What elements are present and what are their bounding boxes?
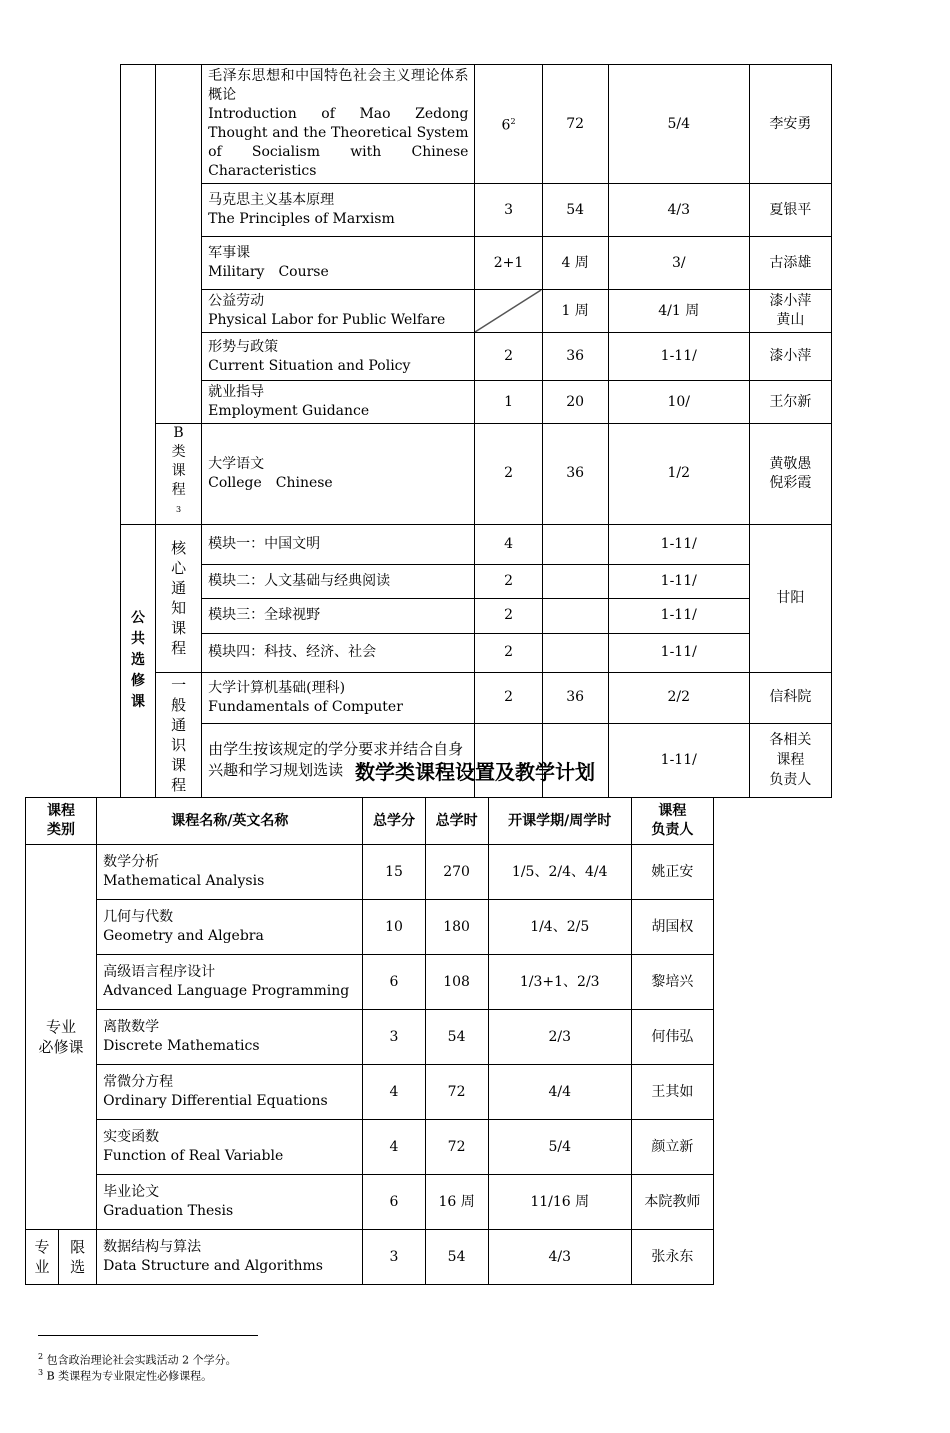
semester-cell: 1/2 xyxy=(608,424,749,525)
hours-cell xyxy=(542,564,608,598)
general-education-label: 一般通识课程 xyxy=(156,672,202,797)
credits-cell: $6^2$ xyxy=(475,65,542,184)
hours-cell xyxy=(542,524,608,564)
table-row xyxy=(26,1175,714,1230)
hours-cell: 16 周 xyxy=(425,1175,488,1230)
hours-cell: 72 xyxy=(425,1120,488,1175)
course-name: 几何与代数 Geometry and Algebra xyxy=(97,900,363,955)
elective-subcategory-label: 限选 xyxy=(59,1230,97,1285)
table-row xyxy=(121,672,832,723)
hours-cell: 36 xyxy=(542,333,608,381)
credits-cell: 1 xyxy=(475,381,542,424)
table-row xyxy=(26,845,714,900)
teacher-cell: 信科院 xyxy=(749,672,831,723)
teacher-cell: 王其如 xyxy=(631,1065,713,1120)
teacher-cell: 何伟弘 xyxy=(631,1010,713,1065)
semester-cell: 11/16 周 xyxy=(488,1175,631,1230)
hours-cell: 54 xyxy=(425,1230,488,1285)
teacher-cell: 姚正安 xyxy=(631,845,713,900)
course-name: 实变函数 Function of Real Variable xyxy=(97,1120,363,1175)
category-cell xyxy=(121,65,156,525)
hours-cell xyxy=(542,633,608,672)
table-row xyxy=(121,598,832,633)
credits-cell: 6 xyxy=(363,1175,425,1230)
table-row xyxy=(26,955,714,1010)
teacher-cell: 颜立新 xyxy=(631,1120,713,1175)
credits-cell: 4 xyxy=(475,524,542,564)
credits-cell: 2 xyxy=(475,333,542,381)
table-row xyxy=(26,1120,714,1175)
credits-cell: 4 xyxy=(363,1065,425,1120)
hours-cell: 54 xyxy=(542,184,608,237)
table-row xyxy=(26,1065,714,1120)
module-name: 模块二：人文基础与经典阅读 xyxy=(202,564,475,598)
module-name: 模块三：全球视野 xyxy=(202,598,475,633)
teacher-cell: 古添雄 xyxy=(749,237,831,290)
credits-cell: 2 xyxy=(475,672,542,723)
teacher-cell: 黎培兴 xyxy=(631,955,713,1010)
teacher-cell: 漆小萍 xyxy=(749,333,831,381)
course-name: 常微分方程 Ordinary Differential Equations xyxy=(97,1065,363,1120)
course-name: 形势与政策 Current Situation and Policy xyxy=(202,333,475,381)
course-name: 马克思主义基本原理 The Principles of Marxism xyxy=(202,184,475,237)
header-teacher: 课程 负责人 xyxy=(631,798,713,845)
core-general-label: 核心通知课程 xyxy=(156,524,202,672)
section-title: 数学类课程设置及教学计划 xyxy=(355,760,595,784)
credits-cell: 3 xyxy=(363,1010,425,1065)
semester-cell: 1-11/ xyxy=(608,333,749,381)
semester-cell: 1-11/ xyxy=(608,723,749,797)
semester-cell: 4/1 周 xyxy=(608,290,749,333)
course-name: 毛泽东思想和中国特色社会主义理论体系概论 Introduction of Mao Zedong Thought and the Theoretical System of Socialism with Chinese Characteristics xyxy=(202,65,475,184)
semester-cell: 1-11/ xyxy=(608,564,749,598)
credits-cell: 6 xyxy=(363,955,425,1010)
course-name: 数据结构与算法 Data Structure and Algorithms xyxy=(97,1230,363,1285)
credits-cell: 4 xyxy=(363,1120,425,1175)
credits-cell: 15 xyxy=(363,845,425,900)
header-category: 课程 类别 xyxy=(26,798,97,845)
module-name: 模块一：中国文明 xyxy=(202,524,475,564)
credits-cell: 2+1 xyxy=(475,237,542,290)
table-row xyxy=(121,524,832,564)
course-table-general xyxy=(120,64,832,798)
table-row xyxy=(121,424,832,525)
hours-cell: 1 周 xyxy=(542,290,608,333)
course-name: 高级语言程序设计 Advanced Language Programming xyxy=(97,955,363,1010)
hours-cell: 54 xyxy=(425,1010,488,1065)
teacher-cell: 漆小萍 黄山 xyxy=(749,290,831,333)
hours-cell: 4 周 xyxy=(542,237,608,290)
course-name: 由学生按该规定的学分要求并结合自身兴趣和学习规划选读 xyxy=(202,723,475,797)
table-row xyxy=(121,564,832,598)
semester-cell: 2/2 xyxy=(608,672,749,723)
credits-cell-empty xyxy=(475,290,542,333)
credits-cell: 3 xyxy=(363,1230,425,1285)
header-semester: 开课学期/周学时 xyxy=(488,798,631,845)
hours-cell xyxy=(542,598,608,633)
teacher-cell: 王尔新 xyxy=(749,381,831,424)
footnote: $^3$ B 类课程为专业限定性必修课程。 xyxy=(38,1368,213,1383)
course-name: 离散数学 Discrete Mathematics xyxy=(97,1010,363,1065)
credits-cell: 2 xyxy=(475,598,542,633)
table-row xyxy=(121,633,832,672)
teacher-cell: 黄敬愚 倪彩霞 xyxy=(749,424,831,525)
hours-cell: 270 xyxy=(425,845,488,900)
hours-cell: 180 xyxy=(425,900,488,955)
teacher-cell: 甘阳 xyxy=(749,524,831,672)
teacher-cell: 夏银平 xyxy=(749,184,831,237)
semester-cell: 1/4、2/5 xyxy=(488,900,631,955)
course-name: 毕业论文 Graduation Thesis xyxy=(97,1175,363,1230)
b-category-label: B类课程$^3$ xyxy=(156,424,202,525)
module-name: 模块四：科技、经济、社会 xyxy=(202,633,475,672)
course-name: 大学计算机基础(理科) Fundamentals of Computer xyxy=(202,672,475,723)
header-hours: 总学时 xyxy=(425,798,488,845)
hours-cell: 36 xyxy=(542,672,608,723)
table-row xyxy=(121,237,832,290)
credits-cell: 3 xyxy=(475,184,542,237)
hours-cell: 108 xyxy=(425,955,488,1010)
table-row xyxy=(26,900,714,955)
teacher-cell: 各相关 课程 负责人 xyxy=(749,723,831,797)
semester-cell: 5/4 xyxy=(608,65,749,184)
table-header-row xyxy=(26,798,714,845)
required-category-label: 专业 必修课 xyxy=(26,845,97,1230)
semester-cell: 5/4 xyxy=(488,1120,631,1175)
table-row xyxy=(121,290,832,333)
teacher-cell: 本院教师 xyxy=(631,1175,713,1230)
table-row xyxy=(121,381,832,424)
semester-cell: 10/ xyxy=(608,381,749,424)
hours-cell: 72 xyxy=(425,1065,488,1120)
semester-cell: 4/4 xyxy=(488,1065,631,1120)
teacher-cell: 张永东 xyxy=(631,1230,713,1285)
semester-cell: 4/3 xyxy=(488,1230,631,1285)
semester-cell: 3/ xyxy=(608,237,749,290)
table-row xyxy=(121,184,832,237)
header-name: 课程名称/英文名称 xyxy=(97,798,363,845)
footnote: $^2$ 包含政治理论社会实践活动 2 个学分。 xyxy=(38,1352,237,1367)
hours-cell: 20 xyxy=(542,381,608,424)
public-elective-label: 公共选修课 xyxy=(121,524,156,797)
footnote-separator xyxy=(38,1335,258,1336)
course-name: 大学语文 College Chinese xyxy=(202,424,475,525)
diagonal-line xyxy=(475,290,541,332)
semester-cell: 1-11/ xyxy=(608,598,749,633)
subcategory-cell xyxy=(156,65,202,424)
course-name: 军事课 Military Course xyxy=(202,237,475,290)
semester-cell: 1-11/ xyxy=(608,524,749,564)
semester-cell: 4/3 xyxy=(608,184,749,237)
semester-cell: 2/3 xyxy=(488,1010,631,1065)
semester-cell: 1/5、2/4、4/4 xyxy=(488,845,631,900)
teacher-cell: 胡国权 xyxy=(631,900,713,955)
semester-cell: 1-11/ xyxy=(608,633,749,672)
math-course-table xyxy=(25,797,714,1285)
hours-cell: 72 xyxy=(542,65,608,184)
elective-category-label: 专业 xyxy=(26,1230,59,1285)
hours-cell: 36 xyxy=(542,424,608,525)
credits-cell: 2 xyxy=(475,633,542,672)
semester-cell: 1/3+1、2/3 xyxy=(488,955,631,1010)
header-credits: 总学分 xyxy=(363,798,425,845)
table-row xyxy=(121,333,832,381)
credits-cell: 2 xyxy=(475,564,542,598)
course-name: 数学分析 Mathematical Analysis xyxy=(97,845,363,900)
teacher-cell: 李安勇 xyxy=(749,65,831,184)
credits-cell: 2 xyxy=(475,424,542,525)
table-row xyxy=(26,1010,714,1065)
table-row xyxy=(121,65,832,184)
course-name: 就业指导 Employment Guidance xyxy=(202,381,475,424)
table-row xyxy=(26,1230,714,1285)
course-name: 公益劳动 Physical Labor for Public Welfare xyxy=(202,290,475,333)
credits-cell: 10 xyxy=(363,900,425,955)
